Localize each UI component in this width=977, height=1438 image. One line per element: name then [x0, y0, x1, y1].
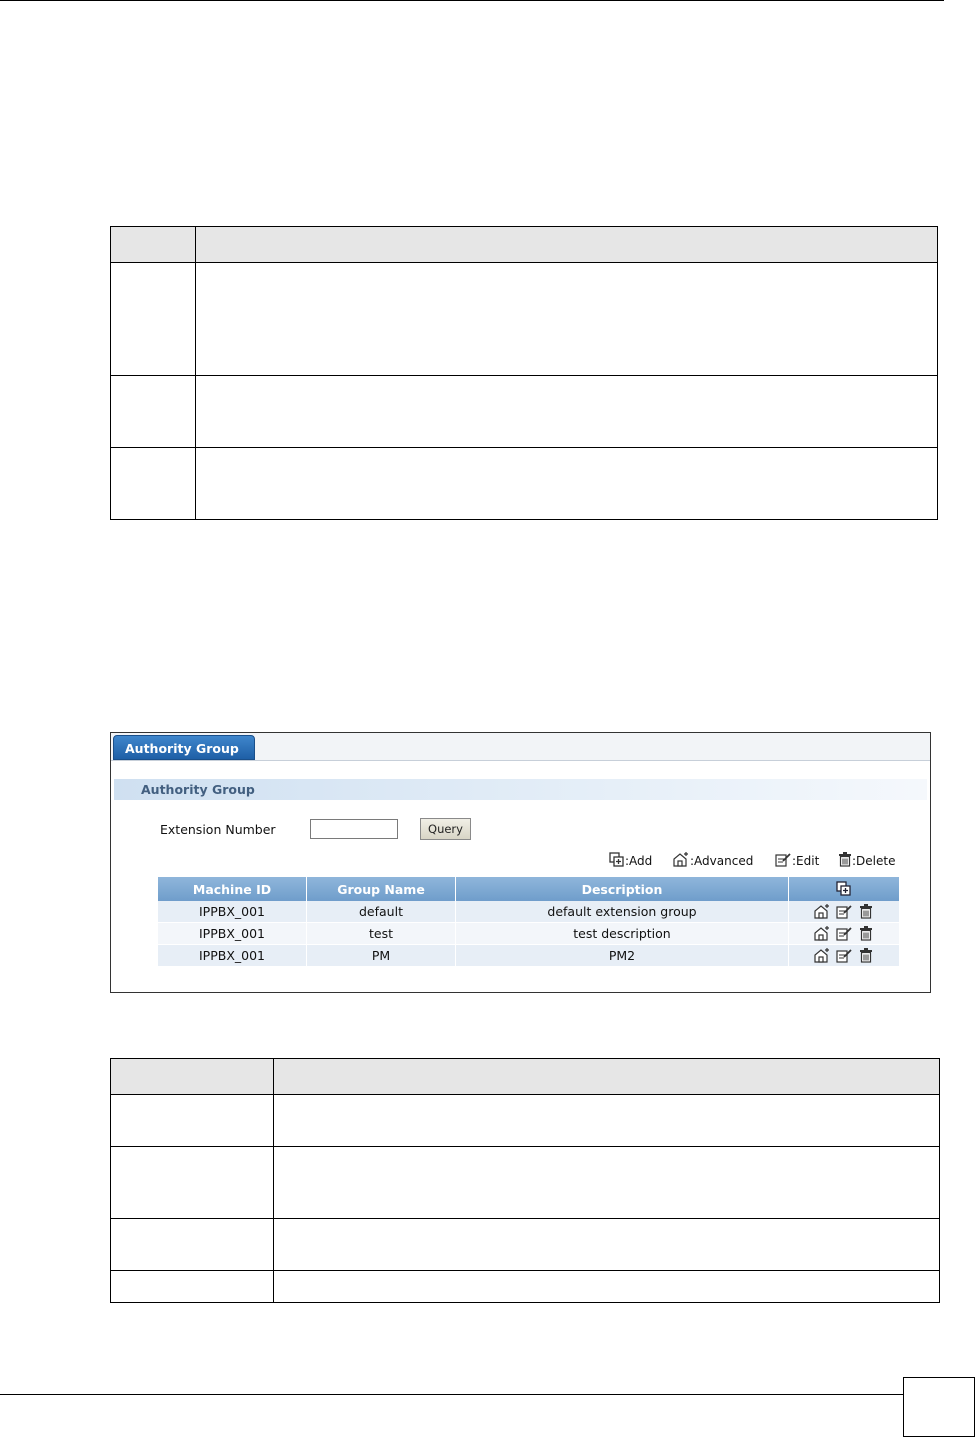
- trash-icon[interactable]: [857, 948, 875, 964]
- cell-actions: [789, 901, 899, 923]
- header-add-icon[interactable]: [835, 881, 853, 897]
- tab-bar: [111, 733, 930, 761]
- trash-icon: [838, 852, 852, 867]
- table-cell: [196, 263, 938, 376]
- edit-icon: [775, 852, 792, 867]
- table-row: [158, 923, 899, 945]
- lower-reference-table: [110, 1058, 940, 1303]
- table-cell: [111, 263, 196, 376]
- advanced-settings-icon[interactable]: [813, 948, 831, 964]
- query-button[interactable]: Query: [420, 818, 471, 840]
- legend-edit-label: :Edit: [792, 854, 820, 868]
- cell-description: default extension group: [456, 901, 788, 923]
- add-group-icon: [836, 881, 852, 896]
- table-row: [111, 1147, 940, 1219]
- cell-machine-id: IPPBX_001: [158, 923, 306, 945]
- cell-machine-id: IPPBX_001: [158, 945, 306, 967]
- edit-icon[interactable]: [835, 926, 853, 942]
- legend-delete: [838, 852, 895, 870]
- extension-number-input[interactable]: [310, 819, 398, 839]
- table-cell: [111, 1219, 274, 1271]
- tab-authority-group[interactable]: Authority Group: [113, 735, 255, 760]
- table-header-row: [111, 227, 938, 263]
- legend-edit: [775, 852, 819, 870]
- authority-group-table: [157, 877, 900, 967]
- cell-actions: [789, 945, 899, 967]
- table-cell: [196, 448, 938, 520]
- cell-group-name: PM: [307, 945, 455, 967]
- legend-advanced-label: :Advanced: [690, 854, 754, 868]
- trash-icon[interactable]: [857, 904, 875, 920]
- section-title: Authority Group: [114, 779, 927, 800]
- cell-description: test description: [456, 923, 788, 945]
- legend-delete-label: :Delete: [852, 854, 896, 868]
- table-cell: [111, 1095, 274, 1147]
- table-cell: [111, 448, 196, 520]
- cell-machine-id: IPPBX_001: [158, 901, 306, 923]
- table-cell: [111, 376, 196, 448]
- header-rule: [0, 0, 944, 1]
- header-cell: [111, 227, 196, 263]
- table-cell: [274, 1095, 940, 1147]
- authority-group-screen: [110, 732, 931, 993]
- table-row: [111, 1219, 940, 1271]
- table-row: [111, 376, 938, 448]
- column-header-machine-id: Machine ID: [158, 877, 306, 901]
- column-header-description: Description: [456, 877, 788, 901]
- table-row: [111, 448, 938, 520]
- column-header-group-name: Group Name: [307, 877, 455, 901]
- table-cell: [274, 1147, 940, 1219]
- legend-add-label: :Add: [625, 854, 653, 868]
- icon-legend: [609, 852, 909, 870]
- table-row: [111, 1095, 940, 1147]
- advanced-settings-icon[interactable]: [813, 926, 831, 942]
- cell-group-name: default: [307, 901, 455, 923]
- table-cell: [274, 1271, 940, 1303]
- column-header-actions: [789, 877, 899, 901]
- footer-rule: [0, 1394, 904, 1395]
- header-cell: [196, 227, 938, 263]
- page-number-box: [903, 1377, 975, 1437]
- cell-group-name: test: [307, 923, 455, 945]
- header-cell: [111, 1059, 274, 1095]
- table-header-row: [158, 877, 899, 901]
- table-cell: [111, 1147, 274, 1219]
- table-cell: [274, 1219, 940, 1271]
- cell-description: PM2: [456, 945, 788, 967]
- header-cell: [274, 1059, 940, 1095]
- extension-number-label: Extension Number: [160, 822, 276, 837]
- trash-icon[interactable]: [857, 926, 875, 942]
- edit-icon[interactable]: [835, 948, 853, 964]
- advanced-settings-icon[interactable]: [813, 904, 831, 920]
- legend-add: [609, 852, 652, 870]
- upper-reference-table: [110, 226, 938, 520]
- legend-advanced: [672, 852, 753, 870]
- table-row: [158, 945, 899, 967]
- table-cell: [111, 1271, 274, 1303]
- table-header-row: [111, 1059, 940, 1095]
- add-group-icon: [609, 852, 625, 867]
- cell-actions: [789, 923, 899, 945]
- table-cell: [196, 376, 938, 448]
- table-row: [111, 1271, 940, 1303]
- advanced-settings-icon: [672, 852, 690, 867]
- edit-icon[interactable]: [835, 904, 853, 920]
- table-row: [111, 263, 938, 376]
- table-row: [158, 901, 899, 923]
